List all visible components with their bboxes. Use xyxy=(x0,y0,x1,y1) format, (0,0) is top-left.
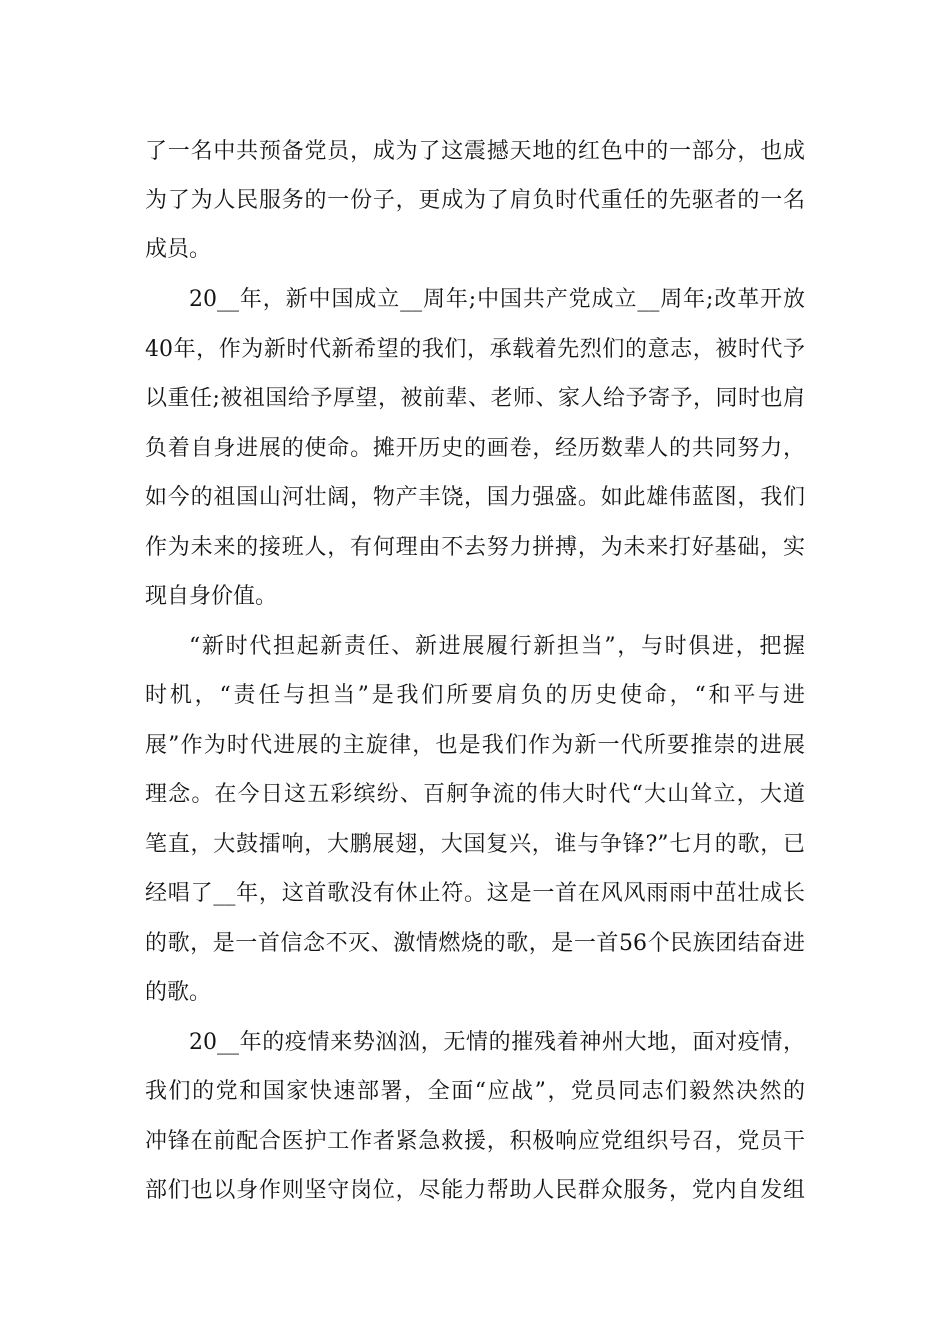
paragraph-first-line: 20__年，新中国成立__周年;中国共产党成立__周年;改革开放 xyxy=(189,287,805,312)
paragraph-first-line: 20__年的疫情来势汹汹，无情的摧残着神州大地，面对疫情， xyxy=(189,1030,805,1055)
text-line: 作为未来的接班人，有何理由不去努力拼搏，为未来打好基础，实 xyxy=(145,535,805,560)
text-line: 负着自身进展的使命。摊开历史的画卷，经历数辈人的共同努力， xyxy=(145,436,805,461)
text-line: 的歌。 xyxy=(145,980,212,1005)
text-line: 以重任;被祖国给予厚望，被前辈、老师、家人给予寄予，同时也肩 xyxy=(145,386,805,411)
text-line: 如今的祖国山河壮阔，物产丰饶，国力强盛。如此雄伟蓝图，我们 xyxy=(145,485,805,510)
text-line: 了一名中共预备党员，成为了这震撼天地的红色中的一部分，也成 xyxy=(145,139,805,164)
text-line: 现自身价值。 xyxy=(145,584,278,609)
text-line: 我们的党和国家快速部署，全面“应战”，党员同志们毅然决然的 xyxy=(145,1079,805,1104)
text-line: 成员。 xyxy=(145,237,212,262)
text-line: 冲锋在前配合医护工作者紧急救援，积极响应党组织号召，党员干 xyxy=(145,1129,805,1154)
text-line: 部们也以身作则坚守岗位，尽能力帮助人民群众服务，党内自发组 xyxy=(145,1178,805,1203)
paragraph-first-line: “新时代担起新责任、新进展履行新担当”，与时俱进，把握 xyxy=(189,634,805,659)
text-line: 经唱了__年，这首歌没有休止符。这是一首在风风雨雨中茁壮成长 xyxy=(145,881,805,906)
text-line: 的歌，是一首信念不灭、激情燃烧的歌，是一首56个民族团结奋进 xyxy=(145,931,805,956)
text-line: 理念。在今日这五彩缤纷、百舸争流的伟大时代“大山耸立，大道 xyxy=(145,782,805,807)
text-line: 为了为人民服务的一份子，更成为了肩负时代重任的先驱者的一名 xyxy=(145,188,805,213)
text-line: 40年，作为新时代新希望的我们，承载着先烈们的意志，被时代予 xyxy=(145,337,805,362)
text-line: 展”作为时代进展的主旋律，也是我们作为新一代所要推崇的进展 xyxy=(145,733,805,758)
text-line: 时机，“责任与担当”是我们所要肩负的历史使命，“和平与进 xyxy=(145,683,805,708)
text-line: 笔直，大鼓擂响，大鹏展翅，大国复兴，谁与争锋?”七月的歌，已 xyxy=(145,832,805,857)
